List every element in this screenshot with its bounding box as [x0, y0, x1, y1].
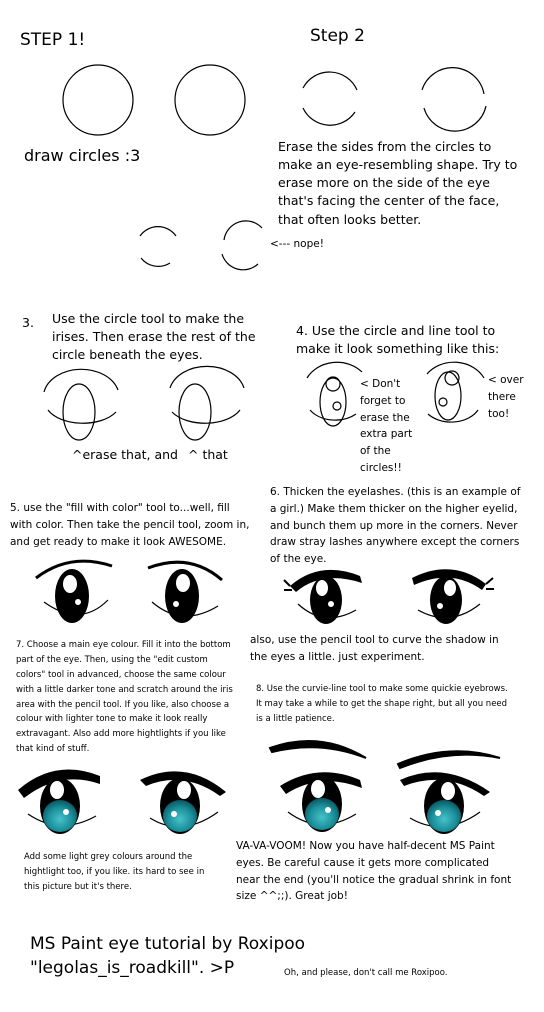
- step3-number: 3.: [22, 315, 34, 330]
- credits-note: Oh, and please, don't call me Roxipoo.: [284, 968, 448, 978]
- nope-label: <--- nope!: [270, 238, 324, 250]
- step6-text: 6. Thicken the eyelashes. (this is an example of a girl.) Make them thicker on the higher eyelid, and bunch them up more in the corners. Never draw stray lashes anywhere except the corners of the eye.: [270, 486, 521, 566]
- credits-title-line2: "legolas_is_roadkill". >P: [30, 958, 235, 978]
- step6-note: also, use the pencil tool to curve the shadow in the eyes a little. just experiment.: [250, 634, 499, 663]
- step3-text: Use the circle tool to make the irises. Then erase the rest of the circle beneath the eyes.: [52, 311, 256, 363]
- step5-eyes: [36, 561, 222, 623]
- step7-text: 7. Choose a main eye colour. Fill it into the bottom part of the eye. Then, using the "edit custom colors" tool in advanced, choose the same colour with a little darker tone and scratch around the iris area with the pencil tool. If you like, also choose a colour with lighter tone to make it look really extravagant. Also add more hightlights if you like that kind of stuff.: [16, 640, 233, 755]
- step4-note-left: < Don't forget to erase the extra part of the circles!!: [360, 378, 413, 474]
- step5-text: 5. use the "fill with color" tool to...well, fill with color. Then take the pencil tool, zoom in, and get ready to make it look AWESOME.: [10, 502, 250, 548]
- step1-heading: STEP 1!: [20, 30, 86, 50]
- step3-caption-right: ^ that: [188, 447, 228, 462]
- step1-caption: draw circles :3: [24, 146, 141, 165]
- step7-note: Add some light grey colours around the hightlight too, if you like. its hard to see in this picture but it's there.: [24, 852, 205, 892]
- step2-erased-circles: [303, 68, 486, 131]
- step3-caption-left: ^erase that, and: [72, 447, 178, 462]
- step4-text: 4. Use the circle and line tool to make it look something like this:: [296, 323, 500, 357]
- nope-example-eyes: [140, 221, 262, 270]
- step2-heading: Step 2: [310, 26, 365, 46]
- step2-text: Erase the sides from the circles to make an eye-resembling shape. Try to erase more on the side of the eye that's facing the center of the face, that often looks better.: [278, 139, 518, 227]
- credits-title-line1: MS Paint eye tutorial by Roxipoo: [30, 934, 306, 954]
- step4-note-right: < over there too!: [488, 374, 524, 420]
- finale-text: VA-VA-VOOM! Now you have half-decent MS Paint eyes. Be careful cause it gets more complicated near the end (you'll notice the gradual shrink in font size ^^;;). Great job!: [236, 840, 512, 903]
- step8-eyes: [270, 741, 500, 834]
- step6-eyes: [284, 569, 494, 624]
- step3-eyes: [44, 366, 244, 440]
- step7-eyes: [18, 770, 226, 834]
- step8-text: 8. Use the curvie-line tool to make some quickie eyebrows. It may take a while to get the shape right, but all you need is a little patience.: [256, 684, 508, 724]
- step1-circles: [63, 65, 245, 135]
